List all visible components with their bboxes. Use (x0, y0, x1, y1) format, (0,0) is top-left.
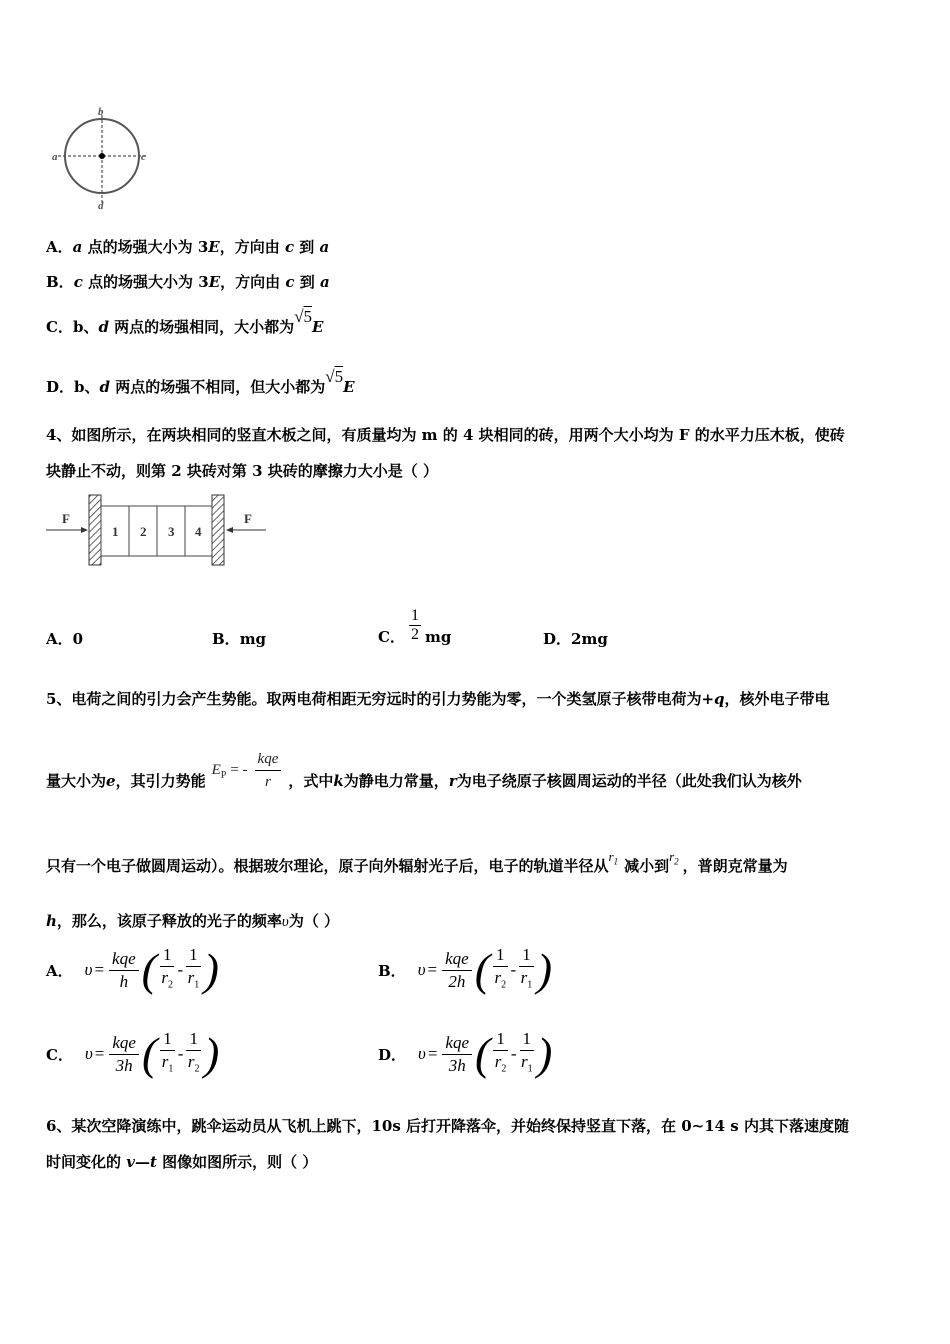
circle-field-figure (48, 100, 158, 212)
left-force-label: F (62, 511, 70, 526)
q5-option-a[interactable]: A． υ = kqe h ( 1 $r_2$ - 1 $r_1$ ) (46, 944, 219, 996)
point-label-d: d (98, 200, 104, 212)
q3-option-d[interactable]: D．b、d 两点的场强不相同，但大小都为√5E (46, 367, 355, 396)
q4-option-c[interactable]: C． $\frac{1}{2}$ mg (378, 607, 452, 646)
center-point (99, 153, 105, 159)
brick-label-1: 1 (112, 524, 119, 539)
q6-stem-line2: 时间变化的 v—t 图像如图所示，则（ ） (46, 1153, 318, 1171)
q5-option-d[interactable]: D． υ = kqe 3h ( 1 $r_2$ - 1 $r_1$ ) (378, 1028, 553, 1080)
brick-label-2: 2 (140, 524, 147, 539)
left-arrowhead (81, 527, 88, 533)
q3-option-a[interactable]: A．a 点的场强大小为 3E，方向由 c 到 a (46, 238, 330, 256)
q4-stem-line1: 4、如图所示，在两块相同的竖直木板之间，有质量均为 m 的 4 块相同的砖，用两个大小均为 F 的水平力压木板，使砖 (46, 426, 845, 444)
q6-stem-line1: 6、某次空降演练中，跳伞运动员从飞机上跳下，10s 后打开降落伞，并始终保持竖直下落，在 0~14 s 内其下落速度随 (46, 1117, 849, 1135)
q4-option-a[interactable]: A．0 (46, 630, 84, 648)
sqrt-five: √5 (325, 367, 344, 386)
q5-option-b[interactable]: B． υ = kqe 2h ( 1 $r_2$ - 1 $r_1$ ) (378, 944, 553, 996)
point-label-c: c (141, 151, 146, 163)
q3-option-c[interactable]: C．b、d 两点的场强相同，大小都为√5E (46, 307, 324, 336)
q5-option-c[interactable]: C． υ = kqe 3h ( 1 $r_1$ - 1 $r_2$ ) (46, 1028, 220, 1080)
fraction-one-half: $\frac{1}{2}$ (410, 607, 419, 643)
q4-option-d[interactable]: D．2mg (543, 630, 608, 648)
point-label-b: b (98, 106, 104, 118)
q4-option-b[interactable]: B．mg (212, 630, 267, 648)
q5-stem-line2: 量大小为 e ，其引力势能 E $_P$ = - kqe r ，式中 k 为静电力常量， r 为电子绕原子核圆周运动的半径（此处我们认为核外 (46, 748, 802, 793)
q3-option-b[interactable]: B．c 点的场强大小为 3E，方向由 c 到 a (46, 273, 330, 291)
q5-stem-line3: 只有一个电子做圆周运动）。根据玻尔理论，原子向外辐射光子后，电子的轨道半径从$r_1$ 减小到$r_2$ ，普朗克常量为 (46, 849, 788, 875)
right-force-label: F (244, 511, 252, 526)
potential-energy-formula: E $_P$ = - kqe r (212, 748, 285, 793)
sqrt-five: √5 (294, 307, 313, 326)
brick-label-3: 3 (168, 524, 175, 539)
brick-label-4: 4 (195, 524, 202, 539)
bricks-figure (44, 492, 274, 572)
q5-stem-line4: h，那么，该原子释放的光子的频率υ为（ ） (46, 912, 340, 930)
left-board (89, 495, 101, 565)
right-board (212, 495, 224, 565)
q4-stem-line2: 块静止不动，则第 2 块砖对第 3 块砖的摩擦力大小是（ ） (46, 462, 438, 480)
point-label-a: a (52, 151, 58, 163)
right-arrowhead (226, 527, 233, 533)
q5-stem-line1: 5、电荷之间的引力会产生势能。取两电荷相距无穷远时的引力势能为零，一个类氢原子核带电荷为+q，核外电子带电 (46, 690, 830, 708)
